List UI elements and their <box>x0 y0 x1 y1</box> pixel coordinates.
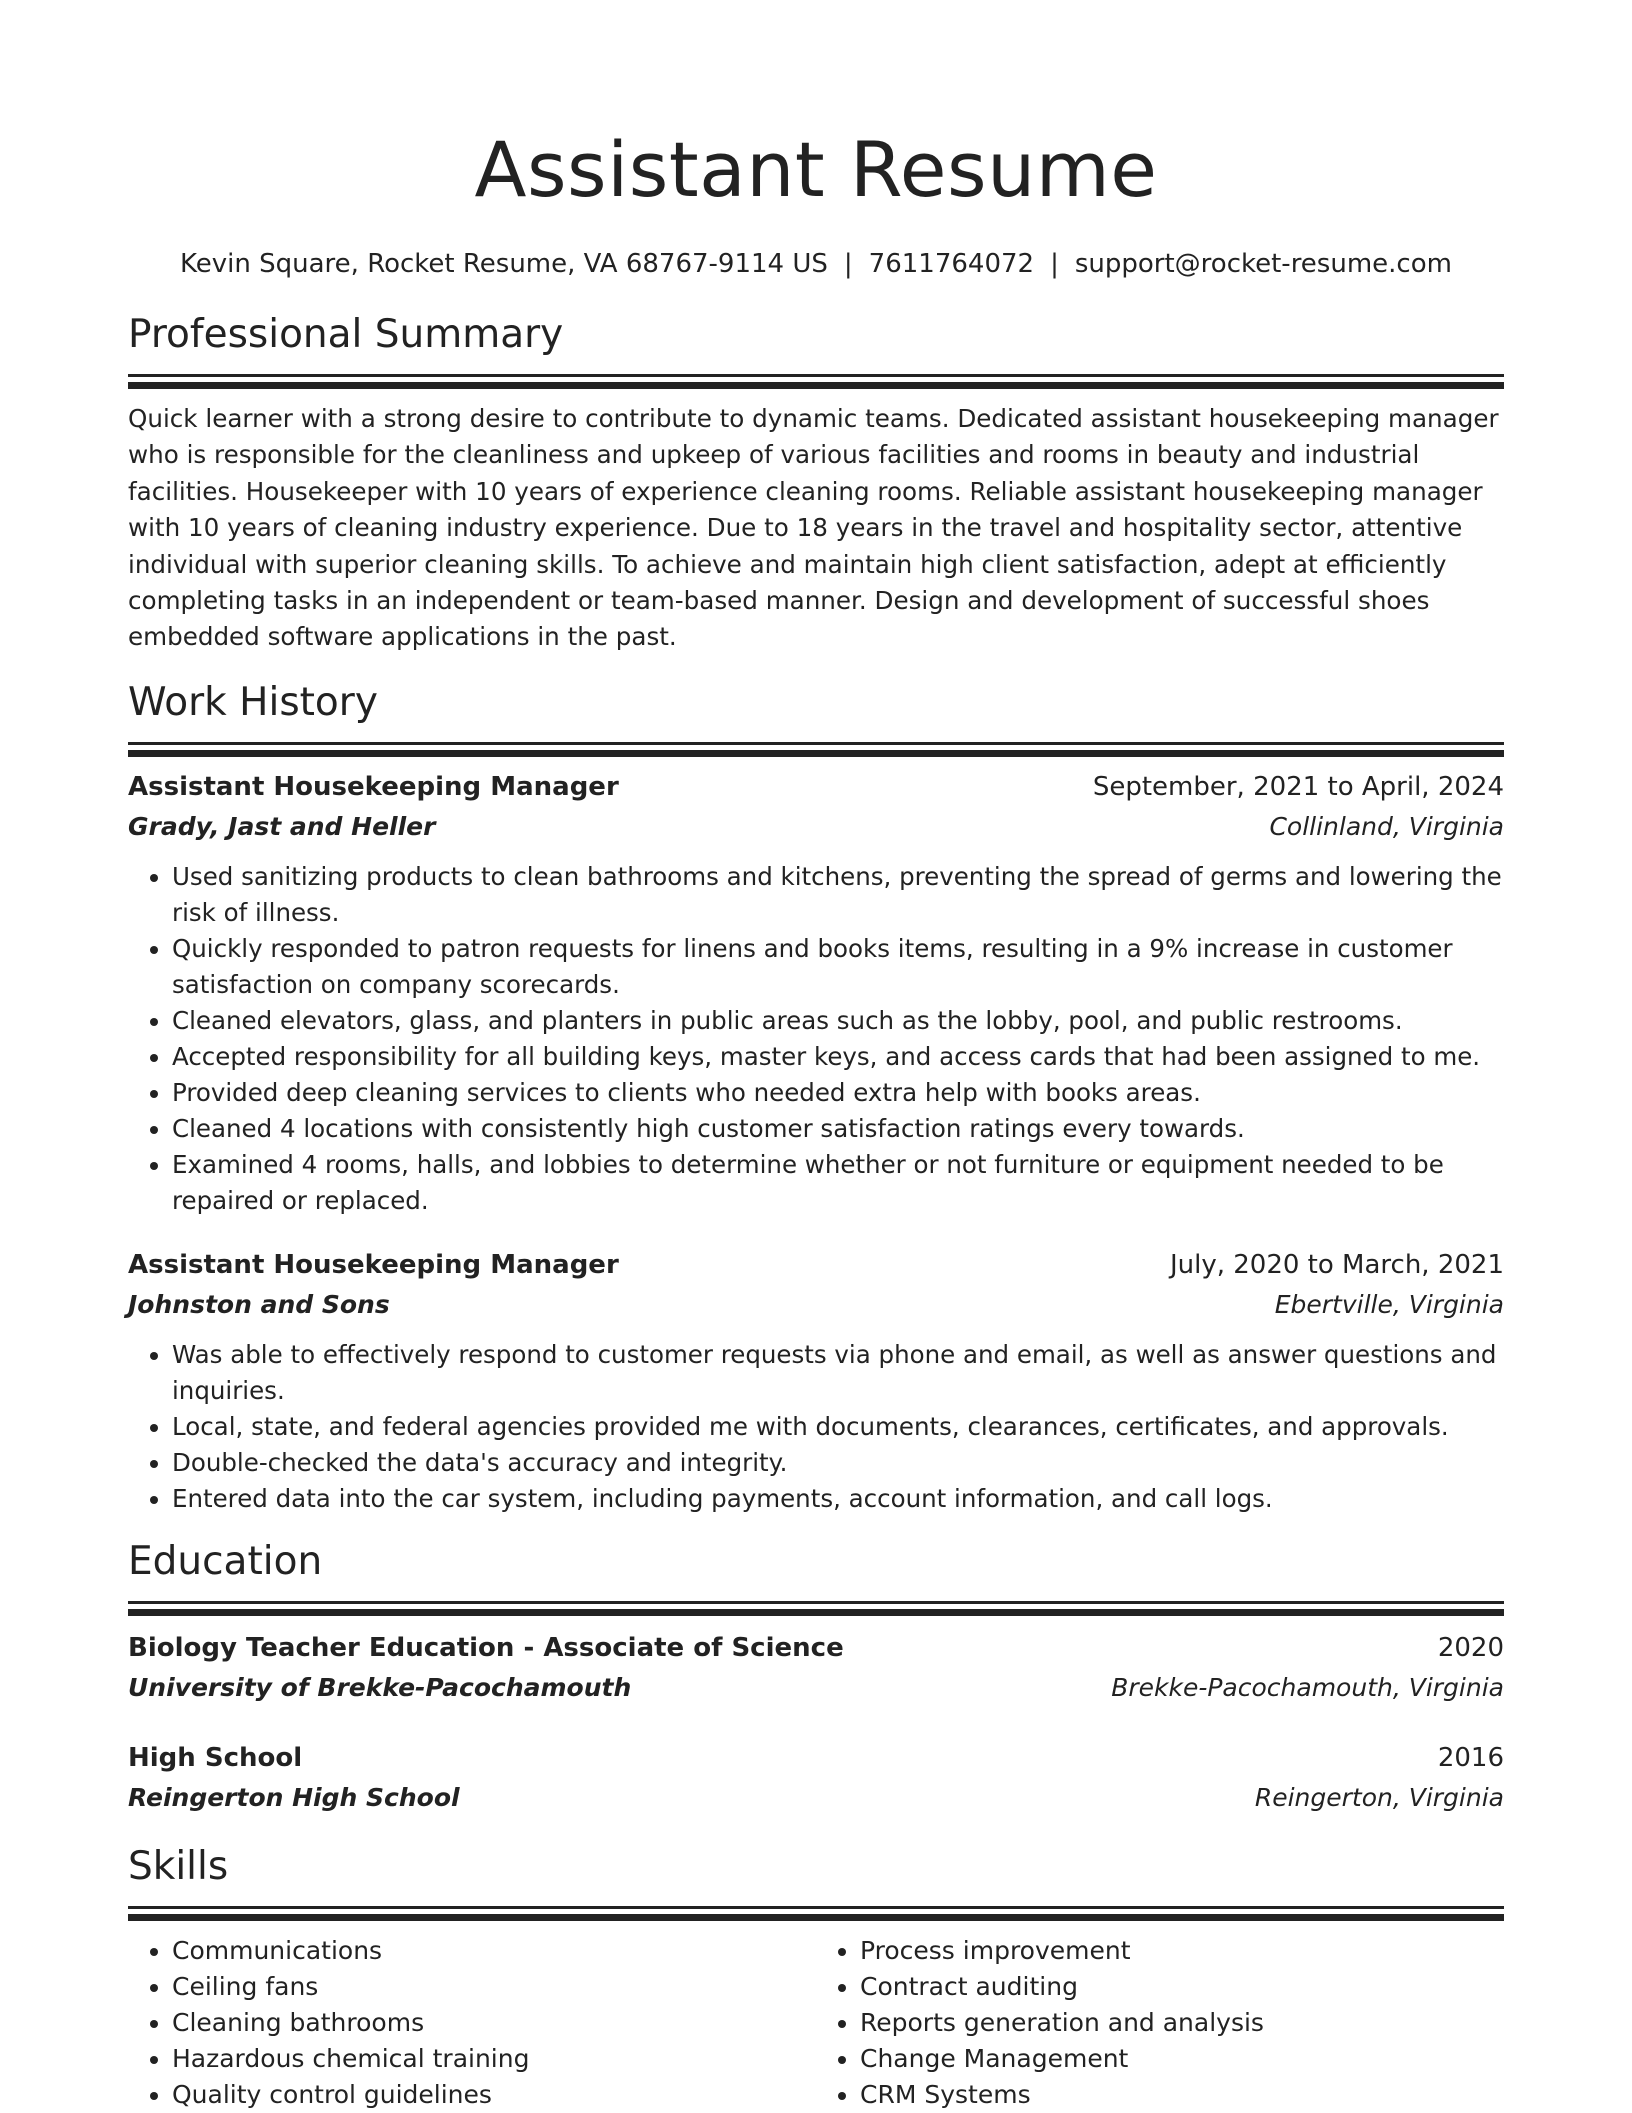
education-header <box>128 1738 1504 1778</box>
job-dates: July, 2020 to March, 2021 <box>1169 1249 1504 1280</box>
education-section <box>128 1537 1504 1818</box>
contact-email: support@rocket-resume.com <box>1074 249 1452 279</box>
skill-item: • Reports generation and analysis <box>860 2005 1504 2041</box>
job-bullet: • Entered data into the car system, including payments, account information, and call logs. <box>172 1481 1504 1517</box>
job-header <box>128 1245 1504 1285</box>
job-bullet: • Used sanitizing products to clean bathrooms and kitchens, preventing the spread of germs and lowering the risk of illness. <box>172 859 1504 931</box>
skill-item: • Ceiling fans <box>172 1969 816 2005</box>
job-dates: September, 2021 to April, 2024 <box>1092 771 1504 802</box>
section-divider <box>128 374 1504 377</box>
job-location: Ebertville, Virginia <box>1274 1289 1504 1319</box>
education-school: University of Brekke-Pacochamouth <box>128 1672 632 1702</box>
education-location: Reingerton, Virginia <box>1254 1782 1504 1812</box>
contact-separator: | <box>843 249 853 279</box>
education-year: 2020 <box>1437 1632 1504 1663</box>
job-bullet: • Examined 4 rooms, halls, and lobbies to determine whether or not furniture or equipment needed to be repaired or replaced. <box>172 1147 1504 1219</box>
section-divider-thick <box>128 1914 1504 1921</box>
work-heading: Work History <box>128 679 378 725</box>
contact-address: Kevin Square, Rocket Resume, VA 68767-9114 US <box>180 249 828 279</box>
job-bullet: • Was able to effectively respond to customer requests via phone and email, as well as answer questions and inquiries. <box>172 1337 1504 1409</box>
education-subheader <box>128 1778 1504 1818</box>
education-year: 2016 <box>1437 1742 1504 1773</box>
section-divider-thick <box>128 1609 1504 1616</box>
skills-heading: Skills <box>128 1843 229 1889</box>
section-divider <box>128 1601 1504 1604</box>
skill-item: • Process improvement <box>860 1933 1504 1969</box>
skill-item: • Change Management <box>860 2041 1504 2077</box>
skill-item: • Quality control guidelines <box>172 2077 816 2113</box>
job-bullet: • Local, state, and federal agencies provided me with documents, clearances, certificates, and approvals. <box>172 1409 1504 1445</box>
skill-item: • CRM Systems <box>860 2077 1504 2113</box>
section-divider <box>128 1906 1504 1909</box>
job-header <box>128 767 1504 807</box>
summary-heading: Professional Summary <box>128 312 564 357</box>
summary-text: Quick learner with a strong desire to contribute to dynamic teams. Dedicated assistant housekeeping manager who is responsible for the cleanliness and upkeep of various facilities and rooms in beauty and industrial facilities. Housekeeper with 10 years of experience cleaning rooms. Reliable assistant housekeeping manager with 10 years of cleaning industry experience. Due to 18 years in the travel and hospitality sector, attentive individual with superior cleaning skills. To achieve and maintain high client satisfaction, adept at efficiently completing tasks in an independent or team-based manner. Design and development of successful shoes embedded software applications in the past. <box>128 404 1499 652</box>
education-heading: Education <box>128 1538 323 1584</box>
job-location: Collinland, Virginia <box>1269 811 1504 841</box>
job-bullet: • Cleaned 4 locations with consistently high customer satisfaction ratings every towards. <box>172 1111 1504 1147</box>
skill-item: • Cleaning bathrooms <box>172 2005 816 2041</box>
education-school: Reingerton High School <box>128 1782 460 1812</box>
job-bullet: • Provided deep cleaning services to clients who needed extra help with books areas. <box>172 1075 1504 1111</box>
job-company: Johnston and Sons <box>128 1289 390 1319</box>
contact-separator: | <box>1050 249 1059 279</box>
summary-section <box>128 310 1504 656</box>
education-entry <box>128 1738 1504 1818</box>
skill-item: • Communications <box>172 1933 816 1969</box>
job-entry <box>128 767 1504 1219</box>
skills-columns <box>128 1933 1504 2113</box>
job-bullet: • Double-checked the data's accuracy and integrity. <box>172 1445 1504 1481</box>
education-degree: Biology Teacher Education - Associate of Science <box>128 1632 844 1663</box>
contact-phone: 7611764072 <box>868 249 1035 279</box>
job-bullet: • Cleaned elevators, glass, and planters in public areas such as the lobby, pool, and public restrooms. <box>172 1003 1504 1039</box>
education-header <box>128 1628 1504 1668</box>
skills-list-right <box>816 1933 1504 2113</box>
contact-line <box>128 246 1504 282</box>
skill-item: • Contract auditing <box>860 1969 1504 2005</box>
job-subheader <box>128 807 1504 847</box>
job-bullets <box>128 1337 1504 1517</box>
education-location: Brekke-Pacochamouth, Virginia <box>1111 1672 1504 1702</box>
skill-item: • Hazardous chemical training <box>172 2041 816 2077</box>
section-divider-thick <box>128 382 1504 389</box>
job-bullets <box>128 859 1504 1219</box>
skills-list-left <box>128 1933 816 2113</box>
section-divider-thick <box>128 750 1504 757</box>
education-degree: High School <box>128 1742 303 1773</box>
education-subheader <box>128 1668 1504 1708</box>
job-subheader <box>128 1285 1504 1325</box>
job-company: Grady, Jast and Heller <box>128 811 436 841</box>
skills-section <box>128 1842 1504 2113</box>
job-title: Assistant Housekeeping Manager <box>128 1249 619 1280</box>
education-entry <box>128 1628 1504 1708</box>
job-bullet: • Accepted responsibility for all building keys, master keys, and access cards that had been assigned to me. <box>172 1039 1504 1075</box>
section-divider <box>128 742 1504 745</box>
work-section <box>128 678 1504 1517</box>
job-bullet: • Quickly responded to patron requests for linens and books items, resulting in a 9% increase in customer satisfaction on company scorecards. <box>172 931 1504 1003</box>
resume-title: Assistant Resume <box>474 125 1158 214</box>
job-entry <box>128 1245 1504 1517</box>
job-title: Assistant Housekeeping Manager <box>128 771 619 802</box>
